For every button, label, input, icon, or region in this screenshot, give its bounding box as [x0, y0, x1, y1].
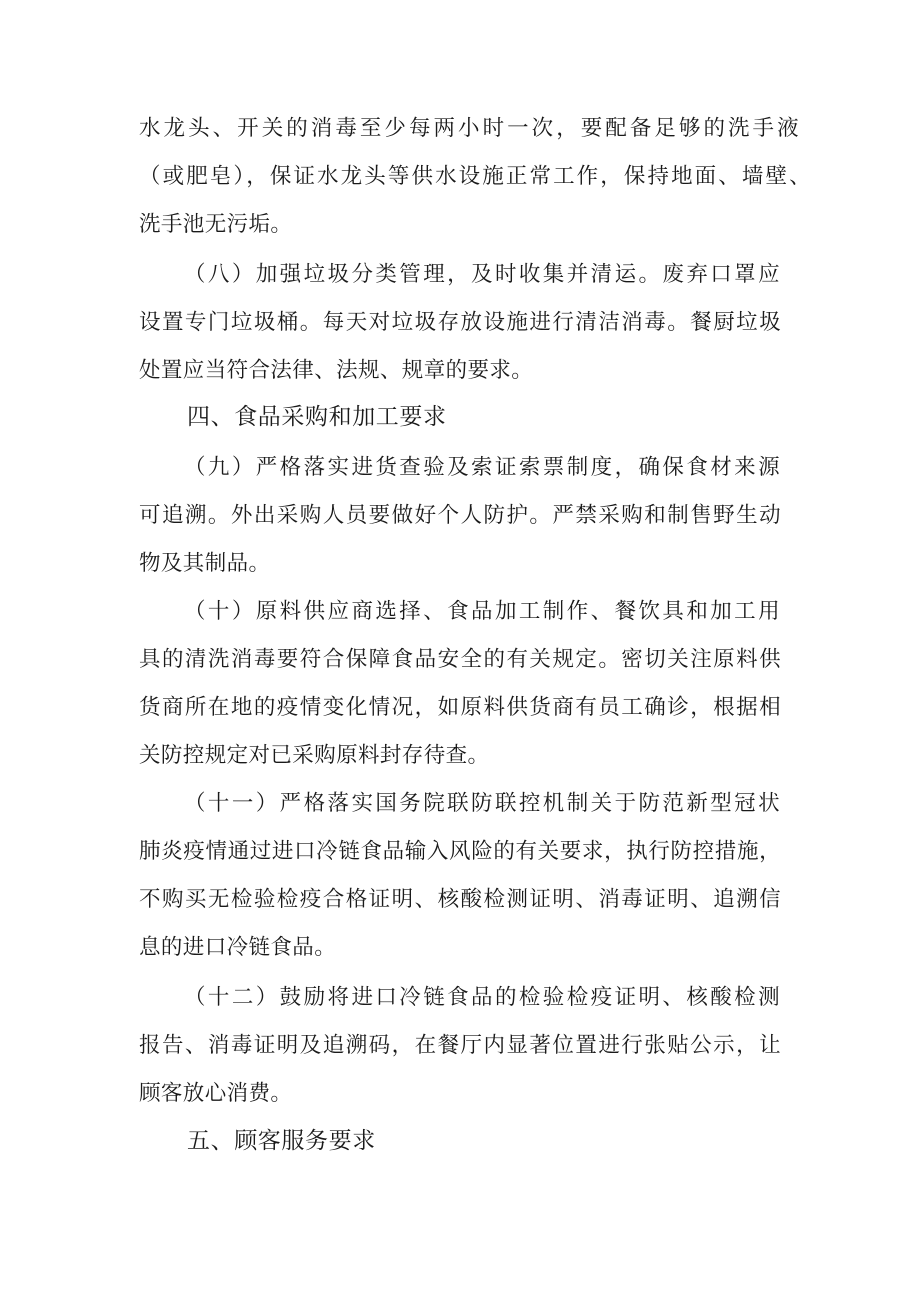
- paragraph-line: （十二）鼓励将进口冷链食品的检验检疫证明、核酸检测: [184, 985, 780, 1010]
- paragraph-line: 关防控规定对已采购原料封存待查。: [139, 743, 490, 768]
- paragraph-line: （八）加强垃圾分类管理，及时收集并清运。废弃口罩应: [184, 262, 780, 287]
- paragraph-line: （或肥皂），保证水龙头等供水设施正常工作，保持地面、墙壁、: [139, 164, 811, 189]
- paragraph-line: 顾客放心消费。: [139, 1081, 293, 1106]
- paragraph-line: （九）严格落实进货查验及索证索票制度，确保食材来源: [184, 455, 780, 480]
- paragraph-line: 洗手池无污垢。: [139, 212, 293, 237]
- paragraph-line: 设置专门垃圾桶。每天对垃圾存放设施进行清洁消毒。餐厨垃圾: [139, 310, 781, 335]
- paragraph-line: 可追溯。外出采购人员要做好个人防护。严禁采购和制售野生动: [139, 503, 781, 528]
- paragraph-line: 货商所在地的疫情变化情况，如原料供货商有员工确诊，根据相: [139, 695, 781, 720]
- paragraph-line: 处置应当符合法律、法规、规章的要求。: [139, 358, 534, 383]
- paragraph-line: 报告、消毒证明及追溯码，在餐厅内显著位置进行张贴公示，让: [139, 1033, 781, 1058]
- paragraph-line: 水龙头、开关的消毒至少每两小时一次，要配备足够的洗手液: [139, 116, 799, 141]
- paragraph-line: 物及其制品。: [139, 551, 271, 576]
- paragraph-line: 肺炎疫情通过进口冷链食品输入风险的有关要求，执行防控措施，: [139, 839, 781, 864]
- section-heading: 四、食品采购和加工要求: [187, 404, 447, 430]
- paragraph-line: 息的进口冷链食品。: [139, 935, 337, 960]
- paragraph-line: 不购买无检验检疫合格证明、核酸检测证明、消毒证明、追溯信: [139, 887, 781, 912]
- paragraph-line: 具的清洗消毒要符合保障食品安全的有关规定。密切关注原料供: [139, 647, 781, 672]
- paragraph-line: （十）原料供应商选择、食品加工制作、餐饮具和加工用: [184, 599, 780, 624]
- section-heading: 五、顾客服务要求: [187, 1128, 376, 1154]
- paragraph-line: （十一）严格落实国务院联防联控机制关于防范新型冠状: [184, 791, 780, 816]
